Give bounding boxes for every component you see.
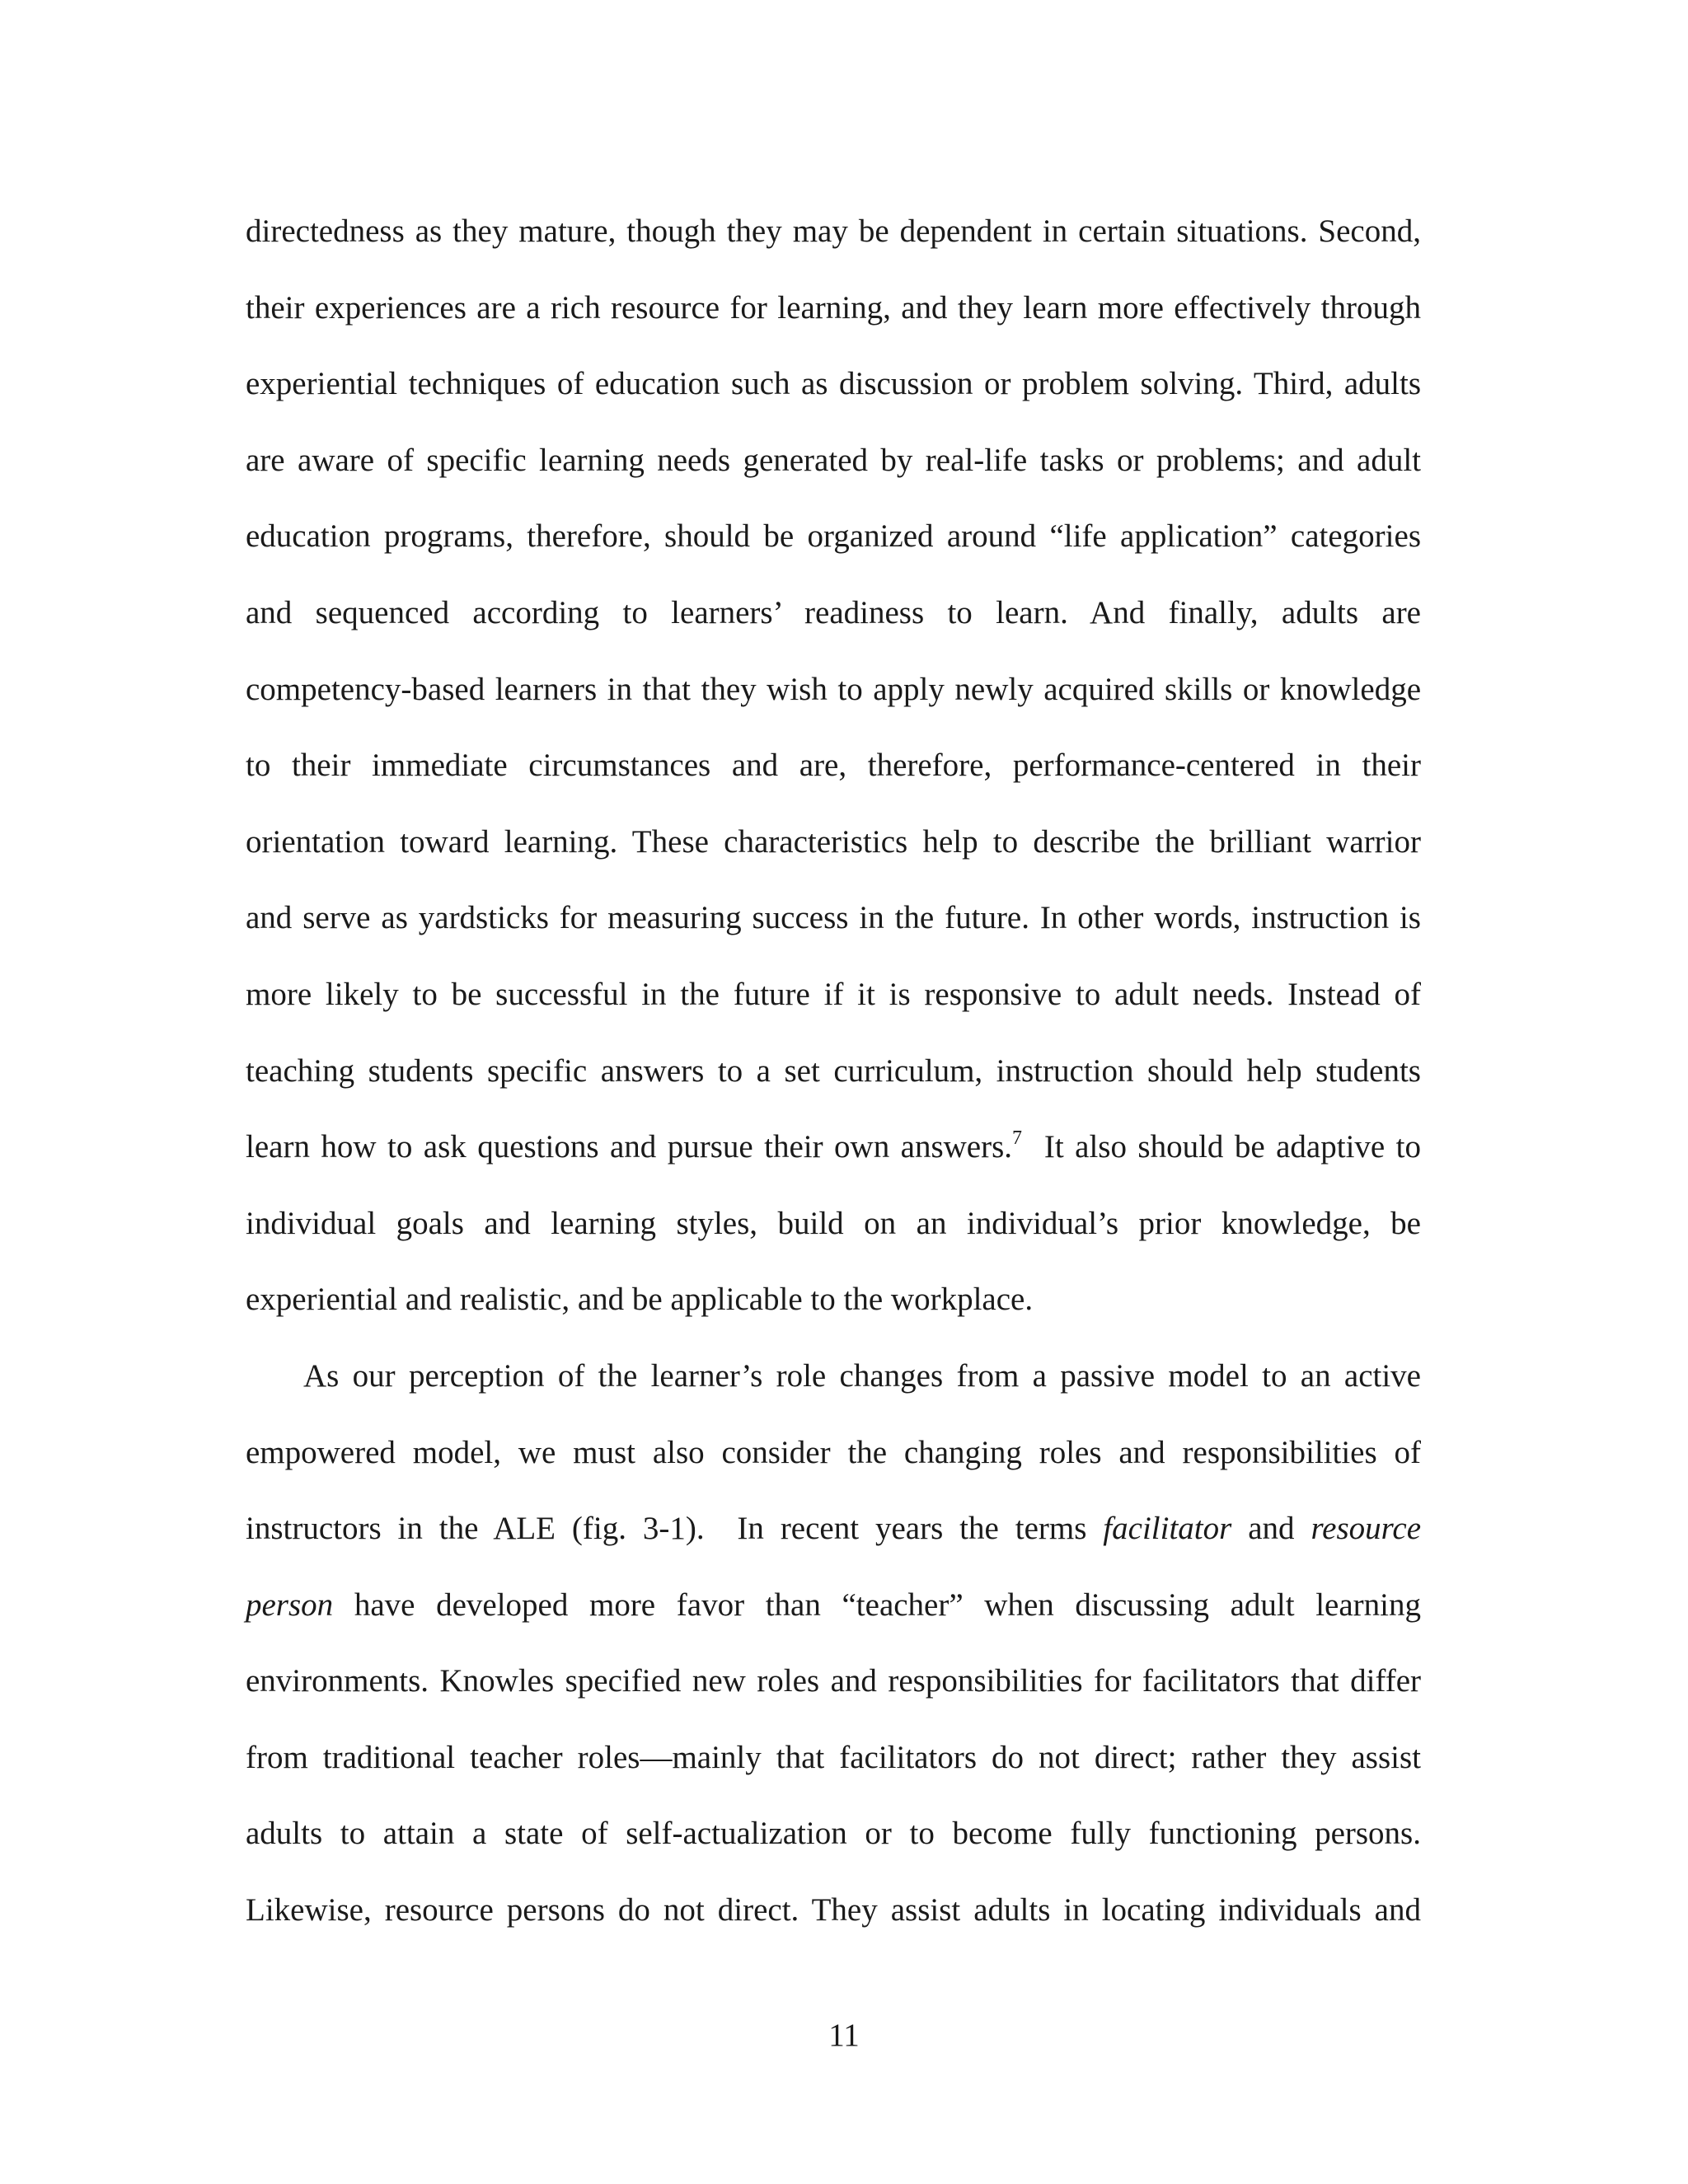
italic-term: facilitator	[1103, 1511, 1232, 1547]
text-line: are aware of specific learning needs generated by real-life tasks or problems; and adult	[246, 442, 1421, 478]
text-line: to their immediate circumstances and are, therefore, performance-centered in their	[246, 748, 1421, 784]
text-line: education programs, therefore, should be organized around “life application” categories	[246, 518, 1421, 555]
text-line: more likely to be successful in the future if it is responsive to adult needs. Instead of	[246, 976, 1421, 1012]
text-line: from traditional teacher roles—mainly that facilitators do not direct; rather they assist	[246, 1739, 1421, 1775]
text-run: It also should be adaptive to	[1022, 1129, 1421, 1165]
text-line: and sequenced according to learners’ readiness to learn. And finally, adults are	[246, 594, 1421, 630]
page-number: 11	[828, 2018, 860, 2053]
text-run: learn how to ask questions and pursue their own answers.	[246, 1129, 1013, 1165]
text-line: and serve as yardsticks for measuring success in the future. In other words, instruction is	[246, 900, 1421, 936]
text-line: individual goals and learning styles, build on an individual’s prior knowledge, be	[246, 1205, 1421, 1241]
text-line: adults to attain a state of self-actualization or to become fully functioning persons.	[246, 1816, 1421, 1852]
text-line: empowered model, we must also consider the changing roles and responsibilities of	[246, 1434, 1421, 1470]
italic-term: person	[246, 1586, 334, 1623]
body-text	[246, 194, 1421, 1949]
text-line: As our perception of the learner’s role changes from a passive model to an active	[303, 1357, 1421, 1394]
text-line: environments. Knowles specified new roles and responsibilities for facilitators that differ	[246, 1663, 1421, 1699]
text-line: experiential techniques of education such as discussion or problem solving. Third, adults	[246, 366, 1421, 402]
text-line: orientation toward learning. These characteristics help to describe the brilliant warrior	[246, 823, 1421, 860]
footnote-marker[interactable]: 7	[1012, 1127, 1023, 1150]
text-line: directedness as they mature, though they may be dependent in certain situations. Second,	[246, 213, 1421, 249]
italic-term: resource	[1311, 1511, 1422, 1547]
text-line	[246, 1491, 1421, 1568]
text-line: teaching students specific answers to a set curriculum, instruction should help students	[246, 1052, 1421, 1089]
text-run: have developed more favor than “teacher” when discussing adult learning	[333, 1586, 1421, 1623]
text-line: Likewise, resource persons do not direct. They assist adults in locating individuals and	[246, 1892, 1421, 1929]
text-run: instructors in the ALE (fig. 3-1). In recent years the terms	[246, 1511, 1104, 1547]
text-line: experiential and realistic, and be applicable to the workplace.	[246, 1282, 1034, 1318]
text-line	[246, 1109, 1421, 1186]
text-run: and	[1231, 1511, 1311, 1547]
text-line: their experiences are a rich resource for learning, and they learn more effectively through	[246, 289, 1421, 326]
text-line	[246, 1568, 1421, 1644]
text-line: competency-based learners in that they wish to apply newly acquired skills or knowledge	[246, 671, 1421, 707]
